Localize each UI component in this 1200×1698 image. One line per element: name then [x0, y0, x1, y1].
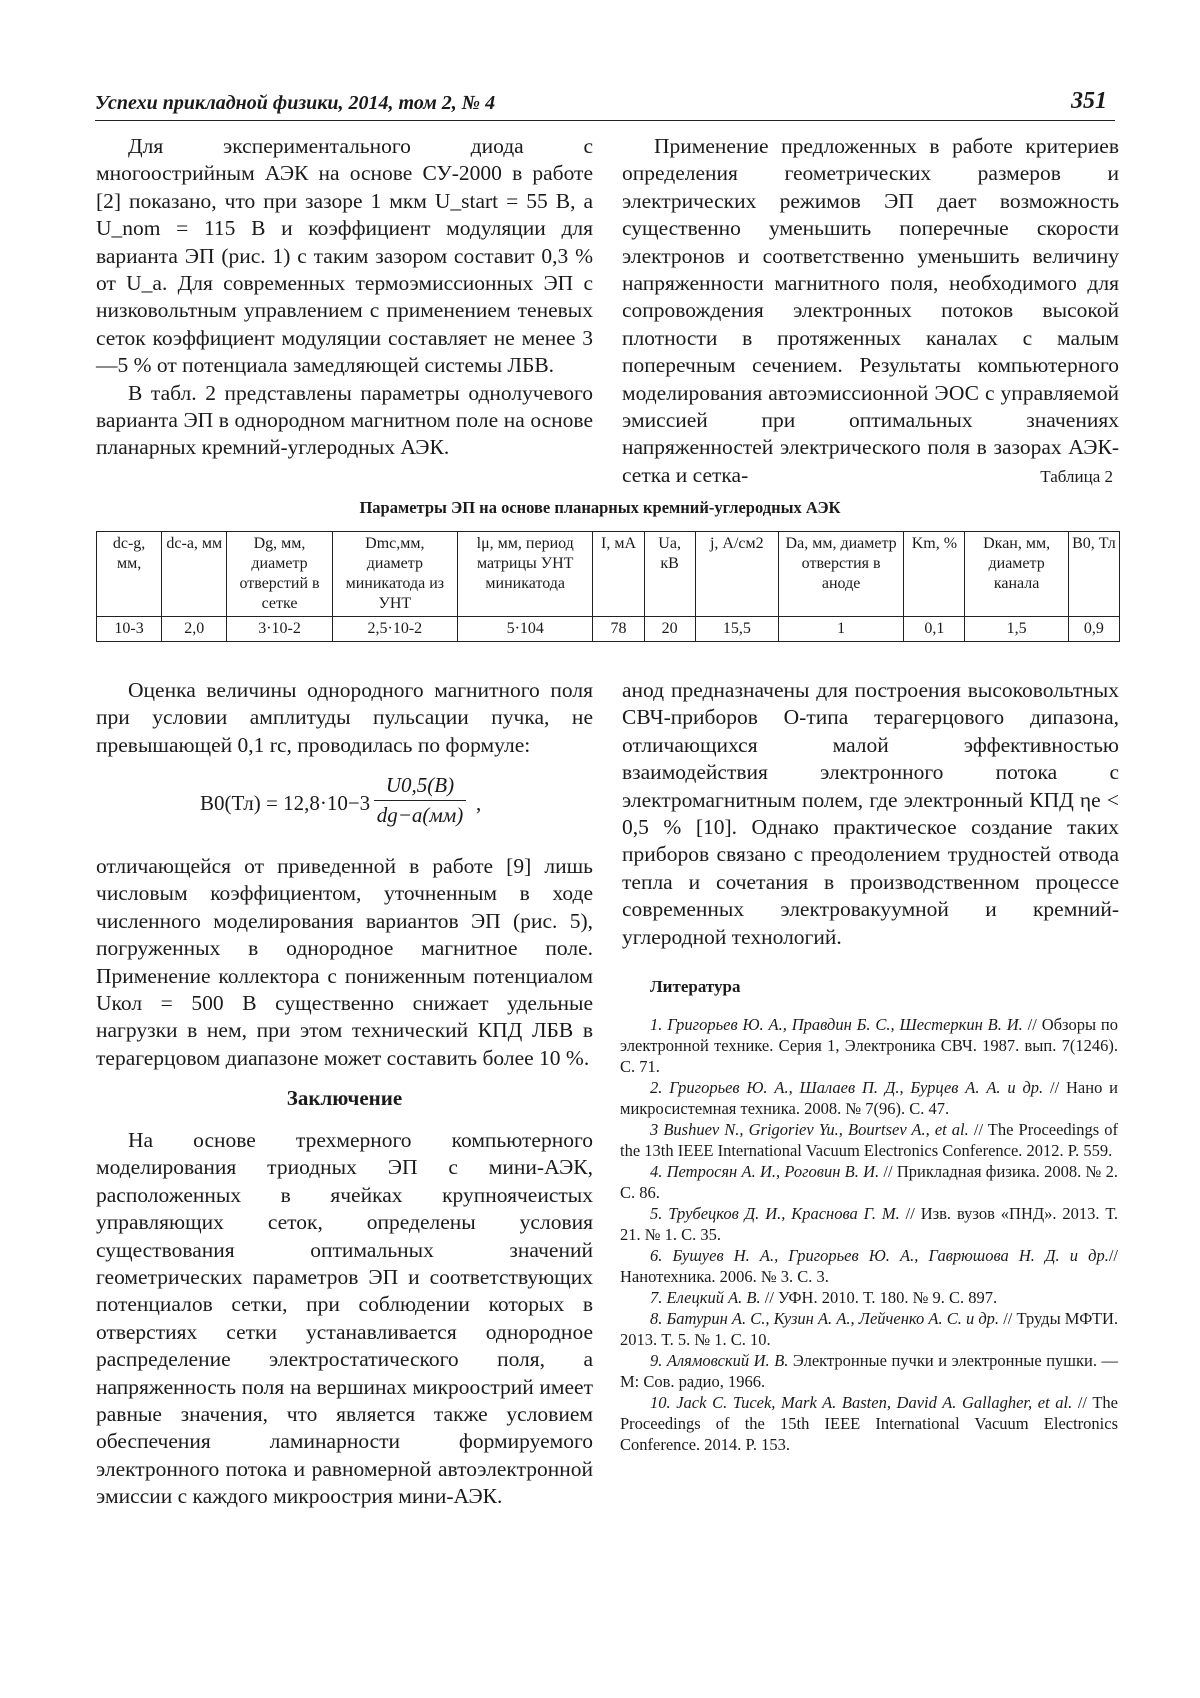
reference-authors: 4. Петросян А. И., Роговин В. И. — [650, 1162, 880, 1181]
reference-source: // The Proceedings of the 15th IEEE International Vacuum Electronics Conference. 2014. P. 153. — [620, 1393, 1118, 1454]
table-cell: 5·104 — [458, 617, 593, 642]
formula-lhs: B0(Тл) = 12,8·10−3 — [200, 791, 371, 815]
reference-authors: 7. Елецкий А. В. — [650, 1288, 761, 1307]
paragraph-conclusion: На основе трехмерного компьютерного моделирования триодных ЭП с мини-АЭК, расположенных в ячейках крупноячеистых управляющих сеток, определены условия существования оптимальных значений геометрических параметров ЭП и соответствующих потенциалов сетки, при соблюдении которых в отверстиях сетки устанавливается однородное распределение электростатического поля, а напряженность поля на вершинах микроострий имеет равные значения, что является также условием обеспечения ламинарности формируемого электронного потока и равномерной автоэлектронной эмиссии с каждого микроострия мини-АЭК. — [96, 1128, 593, 1509]
references-heading: Литература — [650, 977, 741, 996]
paragraph-field-estimate: Оценка величины однородного магнитного поля при условии амплитуды пульсации пучка, не превышающей 0,1 rс, проводилась по формуле: — [96, 678, 593, 757]
reference-source: // УФН. 2010. Т. 180. № 9. С. 897. — [760, 1288, 998, 1307]
table-header: Dg, мм, диаметр отверстий в сетке — [227, 532, 332, 617]
running-title: Успехи прикладной физики, 2014, том 2, № 4 — [95, 92, 496, 114]
table-header: B0, Тл — [1068, 532, 1119, 617]
table-cell: 2,5·10-2 — [332, 617, 457, 642]
reference-source: // Прикладная физика. 2008. № 2. С. 86. — [620, 1162, 1119, 1202]
reference-item — [620, 1014, 1118, 1077]
table-header: lμ, мм, период матрицы УНТ миникатода — [458, 532, 593, 617]
reference-source: // Изв. вузов «ПНД». 2013. Т. 21. № 1. С. 35. — [620, 1204, 1118, 1244]
reference-authors: 8. Батурин А. С., Кузин А. А., Лейченко А. С. и др. — [650, 1309, 1000, 1328]
paragraph-coefficient: отличающейся от приведенной в работе [9] лишь числовым коэффициентом, уточненным в ходе численного моделирования вариантов ЭП (рис. 5), погруженных в однородное магнитное поле. Применение коллектора с пониженным потенциалом Uкол = 500 В существенно снижает удельные нагрузки в нем, при этом технический КПД ЛБВ в терагерцовом диапазоне может составить более 10 %. — [96, 854, 593, 1070]
reference-item — [620, 1308, 1118, 1350]
left-column-conclusion — [96, 1127, 593, 1511]
table-cell: 15,5 — [695, 617, 778, 642]
paragraph-anode: анод предназначены для построения высоковольтных СВЧ-приборов О-типа терагерцового дипазона, отличающихся малой эффективностью взаимодействия электронного потока с электромагнитным полем, где электронный КПД ηе < 0,5 % [10]. Однако практическое создание таких приборов связано с преодолением трудностей отвода тепла и сочетания в производственном процессе современных электровакуумной и кремний-углеродной технологий. — [622, 678, 1119, 949]
right-column-mid — [622, 677, 1119, 951]
table-header: Km, % — [904, 532, 965, 617]
formula-numerator: U0,5(В) — [385, 773, 455, 797]
paragraph-criteria: Применение предложенных в работе критериев определения геометрических размеров и электрических режимов ЭП дает возможность существенно уменьшить поперечные скорости электронов и соответственно уменьшить величину напряженности магнитного поля, необходимого для сопровождения электронных потоков высокой плотности в протяженных каналах с малым поперечным сечением. Результаты компьютерного моделирования автоэмиссионной ЭОС с управляемой эмиссией при оптимальных значениях напряженностей электрического поля в зазорах АЭК-сетка и сетка- — [622, 134, 1119, 487]
formula-denominator: dg−a(мм) — [376, 803, 464, 827]
reference-authors: 3 Bushuev N., Grigoriev Yu., Bourtsev A., et al. — [650, 1120, 969, 1139]
reference-source: // Нано и микросистемная техника. 2008. № 7(96). С. 47. — [620, 1078, 1118, 1118]
reference-source: // The Proceedings of the 13th IEEE International Vacuum Electronics Conference. 2012. P. 559. — [620, 1120, 1118, 1160]
table-row — [97, 617, 1120, 642]
table-cell: 78 — [593, 617, 644, 642]
table-header: I, мА — [593, 532, 644, 617]
table-header: dс-g, мм, — [97, 532, 162, 617]
reference-item — [620, 1350, 1118, 1392]
table-cell: 3·10-2 — [227, 617, 332, 642]
table-cell: 0,9 — [1068, 617, 1119, 642]
table-cell: 1 — [778, 617, 903, 642]
table-header: Dmc,мм, диаметр миникатода из УНТ — [332, 532, 457, 617]
reference-authors: 10. Jack C. Tucek, Mark A. Basten, David A. Gallagher, et al. — [650, 1393, 1073, 1412]
left-column-mid-a — [96, 677, 593, 759]
reference-authors: 6. Бушуев Н. А., Григорьев Ю. А., Гаврюшова Н. Д. и др. — [650, 1246, 1109, 1265]
table-header: Da, мм, диаметр отверстия в аноде — [778, 532, 903, 617]
reference-authors: 9. Алямовский И. В. — [650, 1351, 789, 1370]
reference-item — [620, 1077, 1118, 1119]
reference-item — [620, 1287, 1118, 1308]
table-header: Dкан, мм, диаметр канала — [965, 532, 1068, 617]
references-list — [620, 1014, 1118, 1455]
reference-item — [620, 1203, 1118, 1245]
table-header-row — [97, 532, 1120, 617]
reference-authors: 1. Григорьев Ю. А., Правдин Б. С., Шестеркин В. И. — [650, 1015, 1023, 1034]
paragraph-diode: Для экспериментального диода с многоострийным АЭК на основе СУ-2000 в работе [2] показано, что при зазоре 1 мкм U_start = 55 В, а U_nom = 115 В и коэффициент модуляции для варианта ЭП (рис. 1) с таким зазором составит 0,3 % от U_a. Для современных термоэмиссионных ЭП с низковольтным управлением с применением теневых сеток коэффициент модуляции составляет не менее 3—5 % от потенциала замедляющей системы ЛБВ. — [96, 134, 593, 378]
paragraph-table-intro: В табл. 2 представлены параметры однолучевого варианта ЭП в однородном магнитном поле на основе планарных кремний-углеродных АЭК. — [96, 380, 593, 460]
reference-source: // Труды МФТИ. 2013. Т. 5. № 1. С. 10. — [620, 1309, 1118, 1349]
reference-authors: 5. Трубецков Д. И., Краснова Г. М. — [650, 1204, 900, 1223]
table-header: Ua, кВ — [644, 532, 695, 617]
table-title: Параметры ЭП на основе планарных кремний-углеродных АЭК — [359, 498, 841, 517]
table-label: Таблица 2 — [1040, 467, 1113, 486]
reference-item — [620, 1119, 1118, 1161]
right-column-top — [622, 133, 1119, 489]
reference-item — [620, 1161, 1118, 1203]
formula-fraction — [370, 773, 470, 828]
left-column-top — [96, 133, 593, 462]
page-header — [95, 86, 1115, 121]
table-header: j, А/см2 — [695, 532, 778, 617]
reference-source: // Обзоры по электронной технике. Серия 1, Электроника СВЧ. 1987. вып. 7(1246). С. 71. — [620, 1015, 1118, 1076]
reference-source: // Нанотехника. 2006. № 3. С. 3. — [620, 1246, 1118, 1286]
table-cell: 0,1 — [904, 617, 965, 642]
table-cell: 10-3 — [97, 617, 162, 642]
formula-tail: , — [476, 791, 482, 815]
left-column-mid-b — [96, 853, 593, 1072]
table-header: dс-a, мм — [162, 532, 227, 617]
reference-source: Электронные пучки и электронные пушки. — М: Сов. радио, 1966. — [620, 1351, 1118, 1391]
parameters-table — [96, 531, 1120, 642]
reference-authors: 2. Григорьев Ю. А., Шалаев П. Д., Бурцев А. А. и др. — [650, 1078, 1044, 1097]
formula — [200, 773, 500, 833]
table-cell: 2,0 — [162, 617, 227, 642]
reference-item — [620, 1245, 1118, 1287]
table-cell: 20 — [644, 617, 695, 642]
fraction-bar — [374, 800, 466, 801]
conclusion-heading: Заключение — [286, 1086, 403, 1110]
table-cell: 1,5 — [965, 617, 1068, 642]
reference-item — [620, 1392, 1118, 1455]
page-number: 351 — [1071, 88, 1107, 114]
